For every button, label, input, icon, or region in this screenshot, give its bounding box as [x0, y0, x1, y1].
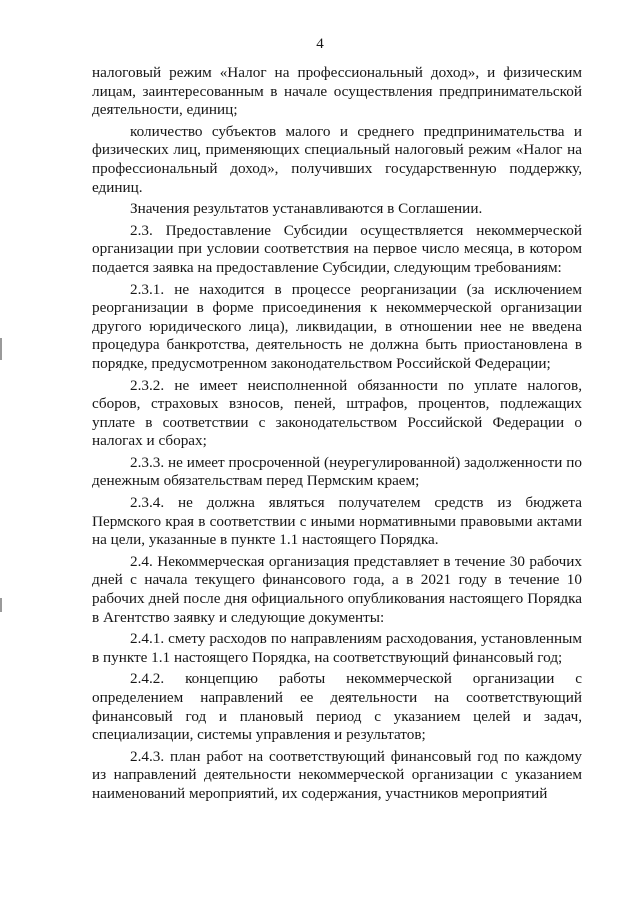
paragraph-2-4-3: 2.4.3. план работ на соответствующий финансовый год по каждому из направлений деятельности некоммерческой организации с указанием наименований мероприятий, их содержания, участников мероприятий	[92, 747, 582, 802]
paragraph-2-3-2: 2.3.2. не имеет неисполненной обязанности по уплате налогов, сборов, страховых взносов, пеней, штрафов, процентов, подлежащих уплате в соответствии с законодательством Российской Федерации о налогах и сборах;	[92, 376, 582, 450]
document-body	[92, 64, 582, 807]
paragraph-2-4-1: 2.4.1. смету расходов по направлениям расходования, установленным в пункте 1.1 настоящего Порядка, на соответствующий финансовый год;	[92, 630, 582, 666]
paragraph-2-3-3: 2.3.3. не имеет просроченной (неурегулированной) задолженности по денежным обязательствам перед Пермским краем;	[92, 453, 582, 490]
paragraph-2-3-4: 2.3.4. не должна являться получателем средств из бюджета Пермского края в соответствии с иными нормативными правовыми актами на цели, указанные в пункте 1.1 настоящего Порядка.	[92, 494, 582, 549]
paragraph-2-4: 2.4. Некоммерческая организация представляет в течение 30 рабочих дней с начала текущего финансового года, а в 2021 году в течение 10 рабочих дней после дня официального опубликования настоящего Порядка в Агентство заявку и следующие документы:	[92, 552, 582, 626]
paragraph-2-3: 2.3. Предоставление Субсидии осуществляется некоммерческой организации при условии соответствия на первое число месяца, в котором подается заявка на предоставление Субсидии, следующим требованиям:	[92, 221, 582, 276]
paragraph-2-3-1: 2.3.1. не находится в процессе реорганизации (за исключением реорганизации в форме присоединения к некоммерческой организации другого юридического лица), ликвидации, в отношении нее не введена процедура банкротства, деятельность не должна быть приостановлена в порядке, предусмотренном законодательством Российской Федерации;	[92, 280, 582, 372]
scan-edge-mark-bottom	[0, 598, 2, 612]
paragraph-continuation: налоговый режим «Налог на профессиональный доход», и физическим лицам, заинтересованным в начале осуществления предпринимательской деятельности, единиц;	[92, 64, 582, 119]
paragraph-indicator-count: количество субъектов малого и среднего предпринимательства и физических лиц, применяющих специальный налоговый режим «Налог на профессиональный доход», получивших государственную поддержку, единиц.	[92, 122, 582, 196]
page-number: 4	[316, 36, 324, 52]
scan-edge-mark-top	[0, 338, 2, 360]
paragraph-2-4-2: 2.4.2. концепцию работы некоммерческой организации с определением направлений ее деятельности на соответствующий финансовый год и плановый период с указанием целей и задач, специализации, системы управления и результатов;	[92, 670, 582, 744]
paragraph-results-values: Значения результатов устанавливаются в Соглашении.	[130, 200, 483, 218]
